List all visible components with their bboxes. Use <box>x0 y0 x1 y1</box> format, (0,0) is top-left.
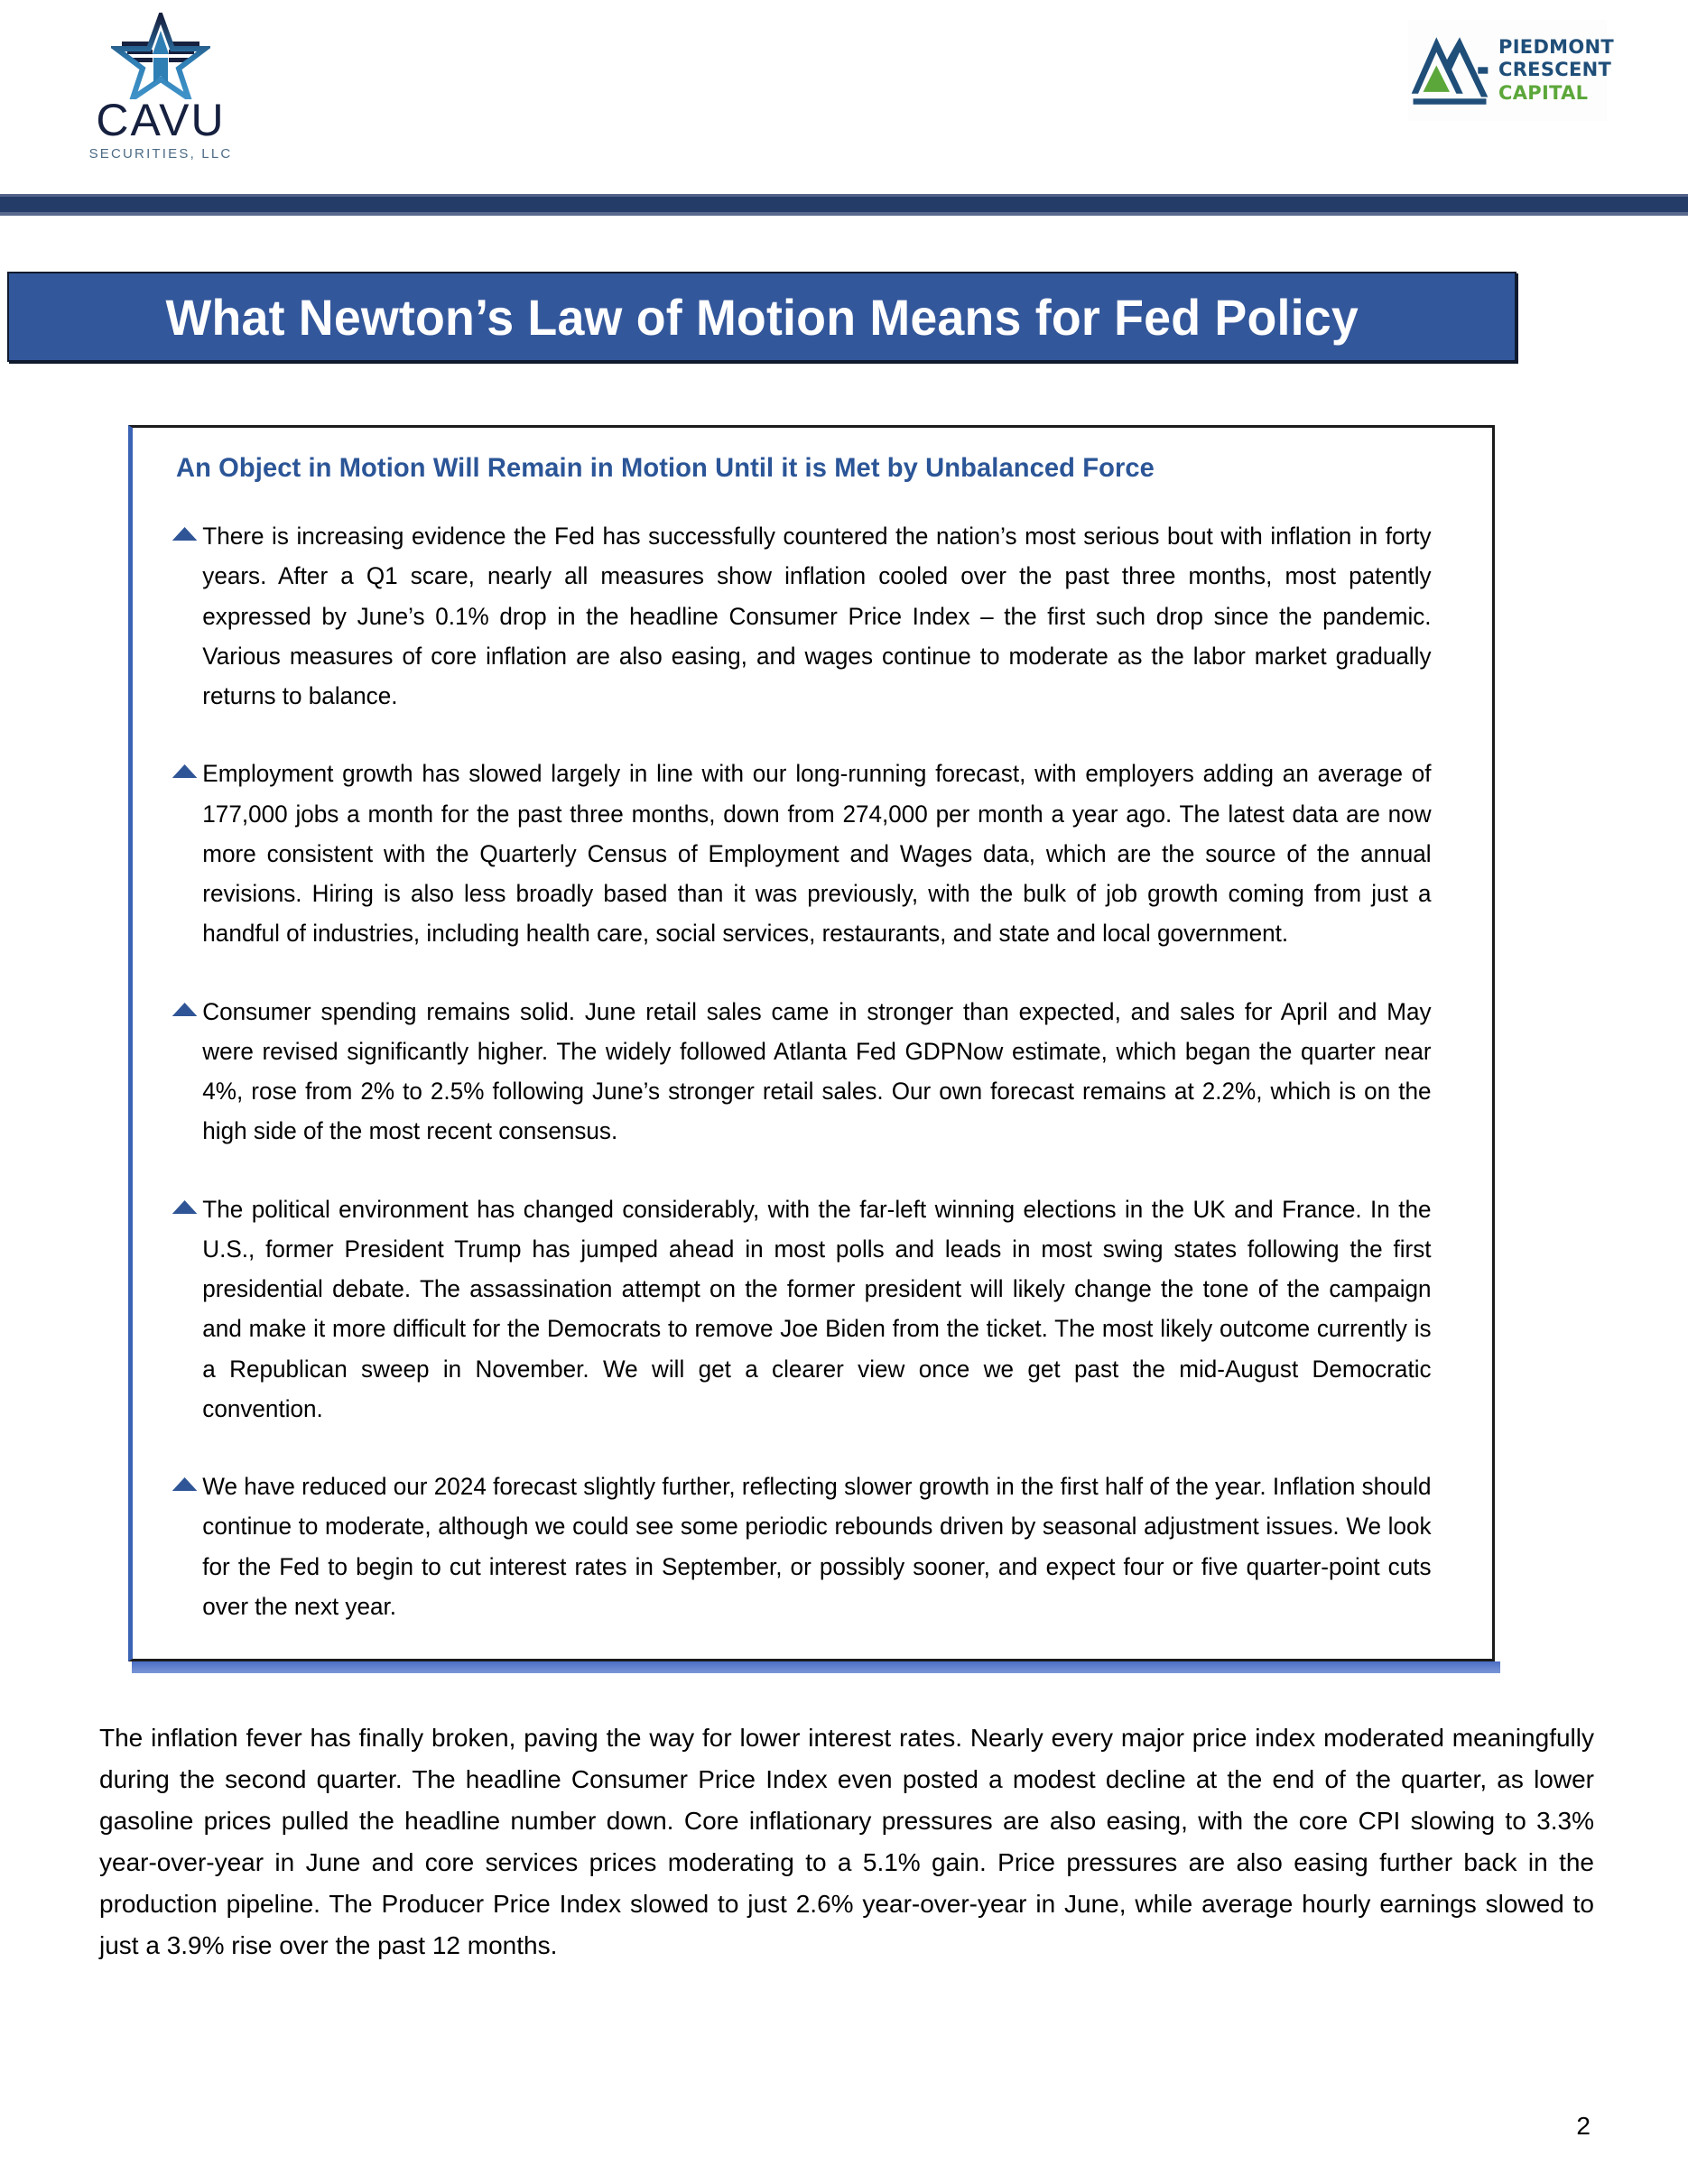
summary-bullet-list <box>160 516 1451 1626</box>
list-item-text: There is increasing evidence the Fed has successfully countered the nation’s most serious bout with inflation in forty years. After a Q1 scare, nearly all measures show inflation cooled over the past three months, most patently expressed by June’s 0.1% drop in the headline Consumer Price Index – the first such drop since the pandemic. Various measures of core inflation are also easing, and wages continue to moderate as the labor market gradually returns to balance. <box>202 523 1432 709</box>
list-item-text: The political environment has changed considerably, with the far-left winning elections in the UK and France. In the U.S., former President Trump has jumped ahead in most polls and leads in most swing states following the first presidential debate. The assassination attempt on the former president will likely change the tone of the campaign and make it more difficult for the Democrats to remove Joe Biden from the ticket. The most likely outcome currently is a Republican sweep in November. We will get a clearer view once we get past the mid-August Democratic convention. <box>202 1195 1432 1422</box>
list-item-text: We have reduced our 2024 forecast slightly further, reflecting slower growth in the first half of the year. Inflation should continue to moderate, although we could see some periodic rebounds driven by seasonal adjustment issues. We look for the Fed to begin to cut interest rates in September, or possibly sooner, and expect four or five quarter-point cuts over the next year. <box>202 1473 1432 1620</box>
list-item <box>160 1189 1432 1430</box>
title-banner-wrapper <box>0 272 1688 362</box>
cavu-securities-logo <box>70 11 251 173</box>
list-item <box>160 992 1432 1152</box>
cavu-tagline: SECURITIES, LLC <box>88 146 233 162</box>
list-item-text: Consumer spending remains solid. June retail sales came in stronger than expected, and sales for April and May were revised significantly higher. The widely followed Atlanta Fed GDPNow estimate, which began the quarter near 4%, rose from 2% to 2.5% following June’s stronger retail sales. Our own forecast remains at 2.2%, which is on the high side of the most recent consensus. <box>202 997 1432 1145</box>
page-number: 2 <box>1576 2112 1591 2140</box>
list-item <box>160 1467 1432 1626</box>
summary-box-wrapper <box>128 425 1495 1661</box>
page-title: What Newton’s Law of Motion Means for Fed Policy <box>165 288 1359 346</box>
list-item-text: Employment growth has slowed largely in line with our long-running forecast, with employers adding an average of 177,000 jobs a month for the past three months, down from 274,000 per month a year ago. The latest data are now more consistent with the Quarterly Census of Employment and Wages data, which are the source of the annual revisions. Hiring is also less broadly based than it was previously, with the bulk of job growth coming from just a handful of industries, including health care, social services, restaurants, and state and local government. <box>202 760 1432 948</box>
triangle-bullet-icon <box>172 1003 198 1016</box>
piedmont-logo-line1: PIEDMONT <box>1498 35 1615 58</box>
cavu-wordmark <box>70 97 251 143</box>
summary-box-shadow-bar <box>132 1661 1500 1673</box>
star-wings-icon <box>111 13 210 99</box>
page-header <box>0 0 1688 194</box>
piedmont-logo-line3: CAPITAL <box>1498 81 1589 104</box>
header-divider-rule <box>0 194 1688 216</box>
triangle-bullet-icon <box>172 764 198 778</box>
cavu-logo-mark <box>70 11 251 99</box>
piedmont-crescent-capital-logo <box>1408 20 1615 121</box>
summary-box <box>128 425 1495 1661</box>
piedmont-logo-wordmark <box>1498 36 1614 106</box>
cavu-wordmark-text: CAVU <box>96 95 226 145</box>
triangle-bullet-icon <box>172 1200 198 1214</box>
title-banner <box>7 272 1516 362</box>
triangle-bullet-icon <box>172 1477 198 1491</box>
list-item <box>160 516 1432 716</box>
mountain-triangle-icon <box>1408 32 1491 109</box>
triangle-bullet-icon <box>172 527 198 541</box>
list-item <box>160 754 1432 953</box>
closing-paragraph: The inflation fever has finally broken, paving the way for lower interest rates. Nearly every major price index moderated meaningfully during the second quarter. The headline Consumer Price Index even posted a modest decline at the end of the quarter, as lower gasoline prices pulled the headline number down. Core inflationary pressures are also easing, with the core CPI slowing to 3.3% year-over-year in June and core services prices moderating to a 5.1% gain. Price pressures are also easing further back in the production pipeline. The Producer Price Index slowed to just 2.6% year-over-year in June, while average hourly earnings slowed to just a 3.9% rise over the past 12 months. <box>99 1724 1594 1959</box>
summary-box-heading: An Object in Motion Will Remain in Motion Until it is Met by Unbalanced Force <box>176 453 1155 483</box>
piedmont-logo-line2: CRESCENT <box>1498 59 1612 81</box>
